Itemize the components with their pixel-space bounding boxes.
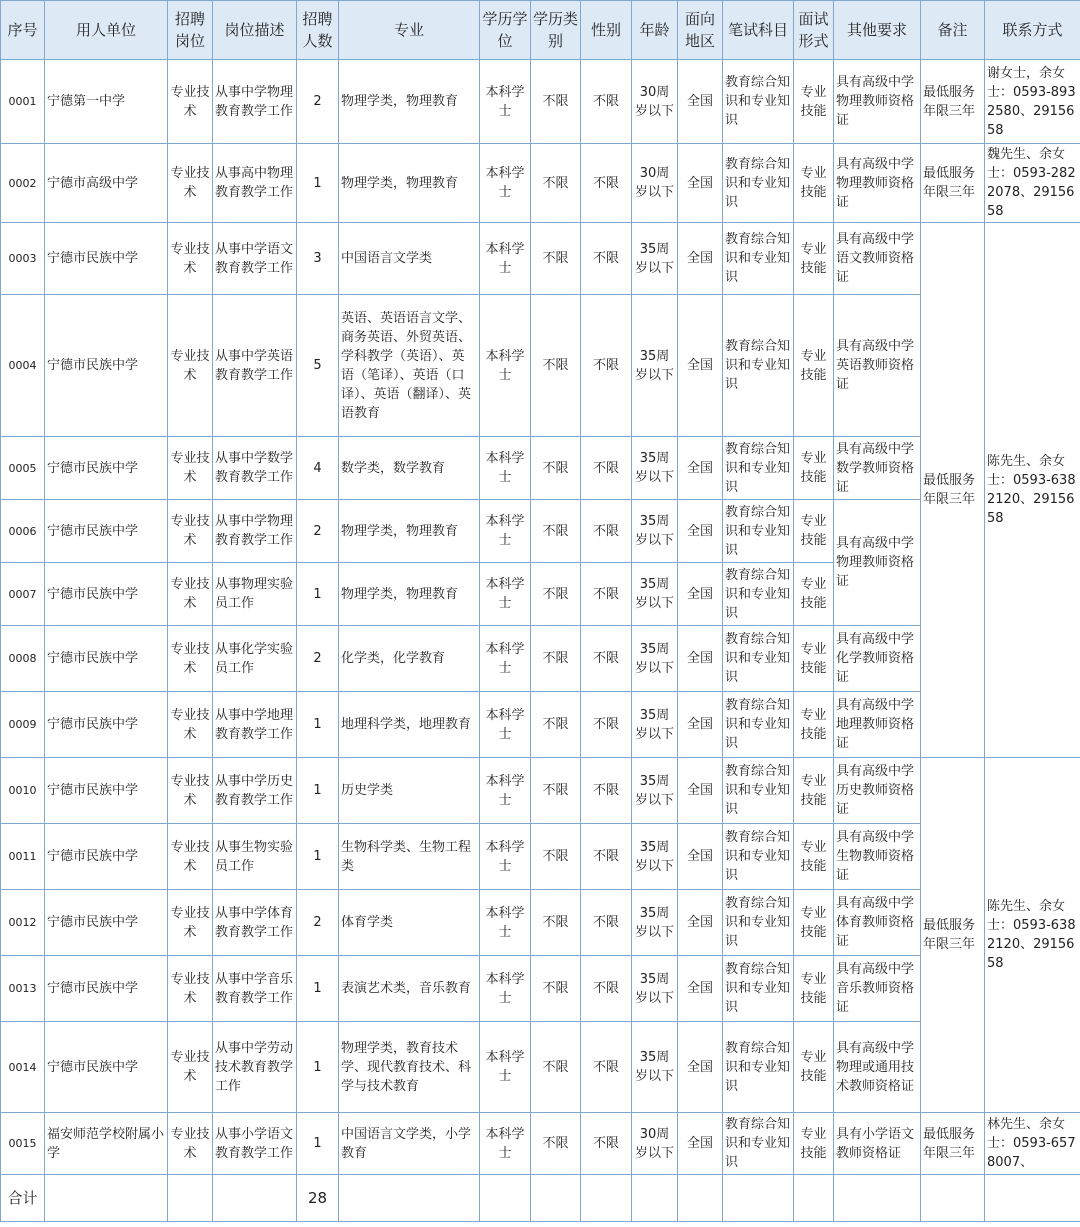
empty-cell [985,1175,1080,1222]
edu-type-cell: 不限 [531,144,581,223]
column-header: 学历类别 [531,1,581,60]
exam-cell: 教育综合知识和专业知识 [723,692,794,758]
exam-cell: 教育综合知识和专业知识 [723,890,794,956]
empty-cell [339,1175,480,1222]
seq-cell: 0011 [1,824,45,890]
table-row [1,223,1080,295]
other-cell: 具有高级中学物理教师资格证 [834,60,921,144]
post-cell: 专业技术 [168,295,213,437]
edu-cell: 本科学士 [480,692,531,758]
desc-cell: 从事中学语文教育教学工作 [213,223,297,295]
column-header: 年龄 [632,1,678,60]
desc-cell: 从事中学物理教育教学工作 [213,500,297,563]
table-row [1,824,1080,890]
other-cell: 具有高级中学地理教师资格证 [834,692,921,758]
area-cell: 全国 [678,626,723,692]
post-cell: 专业技术 [168,223,213,295]
age-cell: 35周岁以下 [632,500,678,563]
age-cell: 35周岁以下 [632,956,678,1022]
table-row [1,890,1080,956]
post-cell: 专业技术 [168,692,213,758]
unit-cell: 宁德市民族中学 [45,223,168,295]
num-cell: 2 [297,60,339,144]
edu-type-cell: 不限 [531,956,581,1022]
gender-cell: 不限 [581,437,632,500]
gender-cell: 不限 [581,60,632,144]
seq-cell: 0014 [1,1022,45,1113]
num-cell: 2 [297,626,339,692]
post-cell: 专业技术 [168,563,213,626]
contact-cell: 林先生、余女士：0593-6578007、 [985,1113,1080,1175]
num-cell: 1 [297,692,339,758]
edu-type-cell: 不限 [531,1113,581,1175]
seq-cell: 0003 [1,223,45,295]
interview-cell: 专业技能 [794,626,834,692]
interview-cell: 专业技能 [794,824,834,890]
seq-cell: 0004 [1,295,45,437]
edu-type-cell: 不限 [531,563,581,626]
post-cell: 专业技术 [168,1022,213,1113]
edu-cell: 本科学士 [480,223,531,295]
contact-cell: 陈先生、余女士：0593-6382120、2915658 [985,223,1080,758]
seq-cell: 0010 [1,758,45,824]
gender-cell: 不限 [581,824,632,890]
other-cell: 具有高级中学英语教师资格证 [834,295,921,437]
seq-cell: 0002 [1,144,45,223]
remark-cell: 最低服务年限三年 [921,60,985,144]
area-cell: 全国 [678,692,723,758]
interview-cell: 专业技能 [794,223,834,295]
desc-cell: 从事中学劳动技术教育教学工作 [213,1022,297,1113]
unit-cell: 宁德市民族中学 [45,1022,168,1113]
major-cell: 生物科学类、生物工程类 [339,824,480,890]
remark-cell: 最低服务年限三年 [921,758,985,1113]
age-cell: 30周岁以下 [632,144,678,223]
interview-cell: 专业技能 [794,60,834,144]
gender-cell: 不限 [581,626,632,692]
edu-type-cell: 不限 [531,1022,581,1113]
empty-cell [723,1175,794,1222]
exam-cell: 教育综合知识和专业知识 [723,60,794,144]
edu-cell: 本科学士 [480,563,531,626]
edu-cell: 本科学士 [480,60,531,144]
seq-cell: 0006 [1,500,45,563]
area-cell: 全国 [678,890,723,956]
edu-type-cell: 不限 [531,500,581,563]
num-cell: 1 [297,1022,339,1113]
exam-cell: 教育综合知识和专业知识 [723,563,794,626]
other-cell: 具有高级中学化学教师资格证 [834,626,921,692]
other-cell: 具有高级中学数学教师资格证 [834,437,921,500]
other-cell: 具有高级中学音乐教师资格证 [834,956,921,1022]
age-cell: 35周岁以下 [632,1022,678,1113]
column-header: 岗位描述 [213,1,297,60]
edu-cell: 本科学士 [480,956,531,1022]
exam-cell: 教育综合知识和专业知识 [723,626,794,692]
desc-cell: 从事中学英语教育教学工作 [213,295,297,437]
area-cell: 全国 [678,60,723,144]
gender-cell: 不限 [581,223,632,295]
area-cell: 全国 [678,144,723,223]
edu-cell: 本科学士 [480,626,531,692]
seq-cell: 0012 [1,890,45,956]
num-cell: 1 [297,824,339,890]
post-cell: 专业技术 [168,824,213,890]
column-header: 面试形式 [794,1,834,60]
column-header: 联系方式 [985,1,1080,60]
unit-cell: 宁德市民族中学 [45,626,168,692]
unit-cell: 宁德市高级中学 [45,144,168,223]
desc-cell: 从事高中物理教育教学工作 [213,144,297,223]
major-cell: 物理学类，教育技术学、现代教育技术、科学与技术教育 [339,1022,480,1113]
gender-cell: 不限 [581,956,632,1022]
area-cell: 全国 [678,500,723,563]
empty-cell [480,1175,531,1222]
other-cell: 具有高级中学体育教师资格证 [834,890,921,956]
interview-cell: 专业技能 [794,500,834,563]
desc-cell: 从事中学体育教育教学工作 [213,890,297,956]
edu-type-cell: 不限 [531,758,581,824]
seq-cell: 0001 [1,60,45,144]
other-cell: 具有高级中学物理教师资格证 [834,144,921,223]
header-row [1,1,1080,60]
num-cell: 2 [297,890,339,956]
seq-cell: 0013 [1,956,45,1022]
desc-cell: 从事化学实验员工作 [213,626,297,692]
post-cell: 专业技术 [168,500,213,563]
edu-cell: 本科学士 [480,1022,531,1113]
major-cell: 物理学类，物理教育 [339,500,480,563]
desc-cell: 从事中学音乐教育教学工作 [213,956,297,1022]
column-header: 学历学位 [480,1,531,60]
desc-cell: 从事生物实验员工作 [213,824,297,890]
desc-cell: 从事中学物理教育教学工作 [213,60,297,144]
num-cell: 1 [297,144,339,223]
seq-cell: 0005 [1,437,45,500]
interview-cell: 专业技能 [794,1113,834,1175]
gender-cell: 不限 [581,295,632,437]
num-cell: 4 [297,437,339,500]
major-cell: 地理科学类，地理教育 [339,692,480,758]
other-cell: 具有小学语文教师资格证 [834,1113,921,1175]
gender-cell: 不限 [581,1113,632,1175]
interview-cell: 专业技能 [794,563,834,626]
unit-cell: 福安师范学校附属小学 [45,1113,168,1175]
gender-cell: 不限 [581,500,632,563]
table-row [1,626,1080,692]
edu-type-cell: 不限 [531,890,581,956]
empty-cell [794,1175,834,1222]
column-header: 序号 [1,1,45,60]
desc-cell: 从事中学历史教育教学工作 [213,758,297,824]
num-cell: 1 [297,956,339,1022]
num-cell: 5 [297,295,339,437]
major-cell: 中国语言文学类 [339,223,480,295]
age-cell: 35周岁以下 [632,223,678,295]
unit-cell: 宁德市民族中学 [45,824,168,890]
interview-cell: 专业技能 [794,956,834,1022]
major-cell: 英语、英语语言文学、商务英语、外贸英语、学科教学（英语）、英语（笔译）、英语（口译）、英语（翻译）、英语教育 [339,295,480,437]
area-cell: 全国 [678,1113,723,1175]
interview-cell: 专业技能 [794,758,834,824]
seq-cell: 0007 [1,563,45,626]
total-label: 合计 [1,1175,45,1222]
remark-cell: 最低服务年限三年 [921,1113,985,1175]
contact-cell: 陈先生、余女士：0593-6382120、2915658 [985,758,1080,1113]
column-header: 备注 [921,1,985,60]
post-cell: 专业技术 [168,144,213,223]
exam-cell: 教育综合知识和专业知识 [723,956,794,1022]
edu-type-cell: 不限 [531,223,581,295]
gender-cell: 不限 [581,890,632,956]
major-cell: 物理学类，物理教育 [339,144,480,223]
empty-cell [168,1175,213,1222]
unit-cell: 宁德市民族中学 [45,692,168,758]
unit-cell: 宁德市民族中学 [45,758,168,824]
exam-cell: 教育综合知识和专业知识 [723,144,794,223]
exam-cell: 教育综合知识和专业知识 [723,295,794,437]
other-cell: 具有高级中学物理或通用技术教师资格证 [834,1022,921,1113]
empty-cell [632,1175,678,1222]
exam-cell: 教育综合知识和专业知识 [723,1113,794,1175]
edu-cell: 本科学士 [480,1113,531,1175]
other-cell: 具有高级中学物理教师资格证 [834,500,921,626]
column-header: 招聘岗位 [168,1,213,60]
table-row [1,956,1080,1022]
age-cell: 30周岁以下 [632,60,678,144]
gender-cell: 不限 [581,563,632,626]
exam-cell: 教育综合知识和专业知识 [723,1022,794,1113]
unit-cell: 宁德市民族中学 [45,890,168,956]
age-cell: 35周岁以下 [632,563,678,626]
area-cell: 全国 [678,824,723,890]
area-cell: 全国 [678,758,723,824]
post-cell: 专业技术 [168,437,213,500]
gender-cell: 不限 [581,692,632,758]
age-cell: 35周岁以下 [632,626,678,692]
unit-cell: 宁德市民族中学 [45,563,168,626]
post-cell: 专业技术 [168,1113,213,1175]
seq-cell: 0009 [1,692,45,758]
age-cell: 35周岁以下 [632,437,678,500]
major-cell: 物理学类，物理教育 [339,60,480,144]
interview-cell: 专业技能 [794,437,834,500]
post-cell: 专业技术 [168,758,213,824]
exam-cell: 教育综合知识和专业知识 [723,758,794,824]
edu-cell: 本科学士 [480,890,531,956]
edu-type-cell: 不限 [531,692,581,758]
post-cell: 专业技术 [168,890,213,956]
table-row [1,500,1080,563]
edu-type-cell: 不限 [531,824,581,890]
post-cell: 专业技术 [168,956,213,1022]
interview-cell: 专业技能 [794,1022,834,1113]
contact-cell: 谢女士，余女士：0593-8932580、2915658 [985,60,1080,144]
num-cell: 2 [297,500,339,563]
table-row [1,692,1080,758]
age-cell: 35周岁以下 [632,758,678,824]
age-cell: 35周岁以下 [632,295,678,437]
column-header: 笔试科目 [723,1,794,60]
major-cell: 历史学类 [339,758,480,824]
area-cell: 全国 [678,295,723,437]
desc-cell: 从事中学地理教育教学工作 [213,692,297,758]
exam-cell: 教育综合知识和专业知识 [723,500,794,563]
gender-cell: 不限 [581,144,632,223]
column-header: 用人单位 [45,1,168,60]
post-cell: 专业技术 [168,626,213,692]
edu-cell: 本科学士 [480,295,531,437]
table-row [1,1113,1080,1175]
unit-cell: 宁德市民族中学 [45,295,168,437]
column-header: 性别 [581,1,632,60]
edu-type-cell: 不限 [531,60,581,144]
major-cell: 体育学类 [339,890,480,956]
gender-cell: 不限 [581,758,632,824]
seq-cell: 0008 [1,626,45,692]
exam-cell: 教育综合知识和专业知识 [723,223,794,295]
table-row [1,758,1080,824]
unit-cell: 宁德市民族中学 [45,500,168,563]
area-cell: 全国 [678,223,723,295]
num-cell: 1 [297,758,339,824]
empty-cell [213,1175,297,1222]
major-cell: 化学类，化学教育 [339,626,480,692]
remark-cell: 最低服务年限三年 [921,144,985,223]
major-cell: 物理学类，物理教育 [339,563,480,626]
area-cell: 全国 [678,956,723,1022]
desc-cell: 从事中学数学教育教学工作 [213,437,297,500]
edu-cell: 本科学士 [480,437,531,500]
area-cell: 全国 [678,563,723,626]
empty-cell [834,1175,921,1222]
empty-cell [45,1175,168,1222]
exam-cell: 教育综合知识和专业知识 [723,437,794,500]
num-cell: 1 [297,563,339,626]
table-row [1,1022,1080,1113]
empty-cell [581,1175,632,1222]
column-header: 招聘人数 [297,1,339,60]
column-header: 面向地区 [678,1,723,60]
other-cell: 具有高级中学生物教师资格证 [834,824,921,890]
column-header: 其他要求 [834,1,921,60]
unit-cell: 宁德市民族中学 [45,956,168,1022]
edu-cell: 本科学士 [480,500,531,563]
remark-cell: 最低服务年限三年 [921,223,985,758]
empty-cell [678,1175,723,1222]
major-cell: 数学类，数学教育 [339,437,480,500]
major-cell: 中国语言文学类，小学教育 [339,1113,480,1175]
age-cell: 35周岁以下 [632,692,678,758]
age-cell: 30周岁以下 [632,1113,678,1175]
empty-cell [921,1175,985,1222]
age-cell: 35周岁以下 [632,890,678,956]
column-header: 专业 [339,1,480,60]
desc-cell: 从事小学语文教育教学工作 [213,1113,297,1175]
table-row [1,144,1080,223]
edu-type-cell: 不限 [531,626,581,692]
interview-cell: 专业技能 [794,692,834,758]
gender-cell: 不限 [581,1022,632,1113]
age-cell: 35周岁以下 [632,824,678,890]
num-cell: 3 [297,223,339,295]
interview-cell: 专业技能 [794,890,834,956]
edu-cell: 本科学士 [480,824,531,890]
other-cell: 具有高级中学语文教师资格证 [834,223,921,295]
major-cell: 表演艺术类，音乐教育 [339,956,480,1022]
table-row [1,295,1080,437]
interview-cell: 专业技能 [794,295,834,437]
empty-cell [531,1175,581,1222]
edu-cell: 本科学士 [480,144,531,223]
edu-type-cell: 不限 [531,295,581,437]
edu-type-cell: 不限 [531,437,581,500]
edu-cell: 本科学士 [480,758,531,824]
num-cell: 1 [297,1113,339,1175]
total-count: 28 [297,1175,339,1222]
total-row [1,1175,1080,1222]
other-cell: 具有高级中学历史教师资格证 [834,758,921,824]
desc-cell: 从事物理实验员工作 [213,563,297,626]
table-row [1,437,1080,500]
contact-cell: 魏先生、余女士：0593-2822078、2915658 [985,144,1080,223]
area-cell: 全国 [678,1022,723,1113]
seq-cell: 0015 [1,1113,45,1175]
post-cell: 专业技术 [168,60,213,144]
table-row [1,60,1080,144]
interview-cell: 专业技能 [794,144,834,223]
unit-cell: 宁德第一中学 [45,60,168,144]
unit-cell: 宁德市民族中学 [45,437,168,500]
area-cell: 全国 [678,437,723,500]
exam-cell: 教育综合知识和专业知识 [723,824,794,890]
